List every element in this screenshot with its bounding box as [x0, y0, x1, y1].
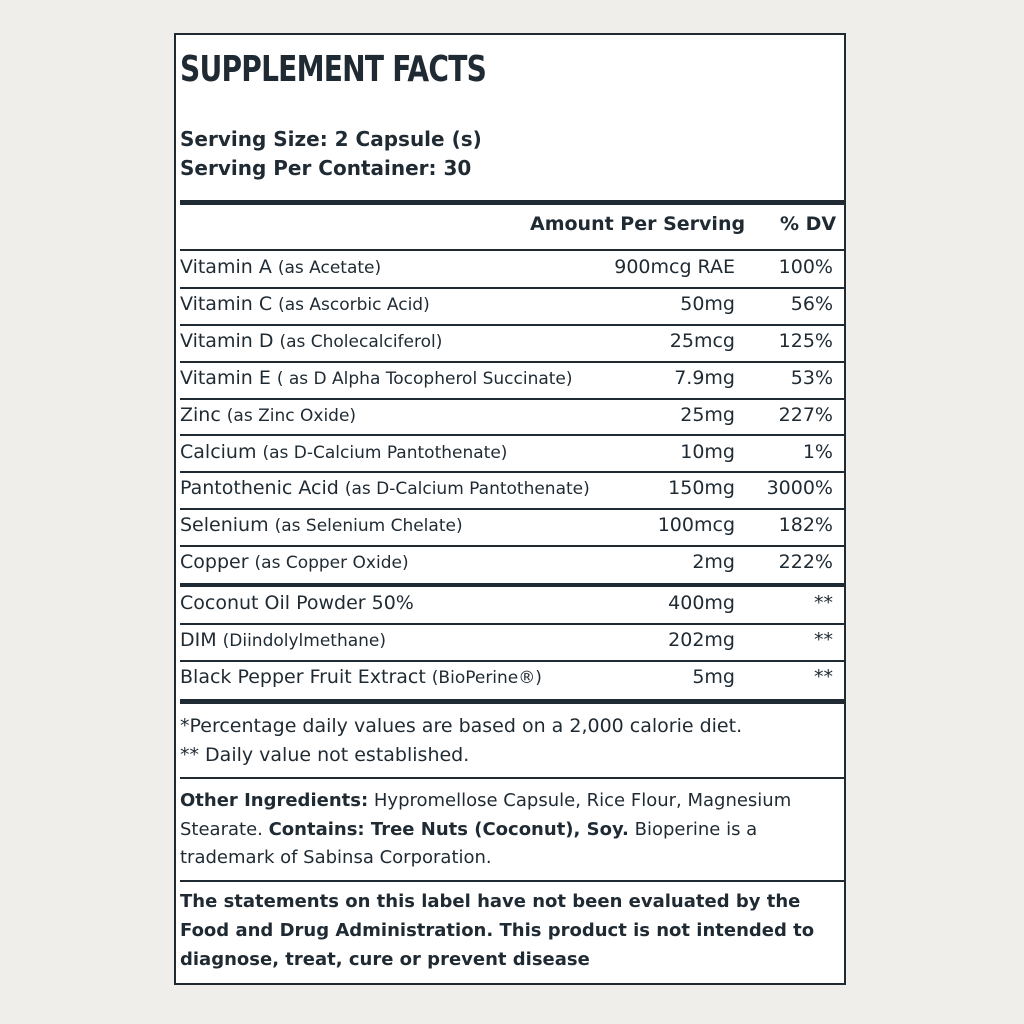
nutrient-row: [180, 252, 845, 289]
nutrient-row: [180, 588, 845, 625]
nutrient-dv: 3000%: [766, 477, 833, 500]
nutrient-amount: 7.9mg: [674, 366, 735, 389]
nutrient-row: [180, 473, 845, 510]
nutrient-name: Calcium: [180, 440, 257, 463]
nutrient-source: (as Zinc Oxide): [226, 405, 357, 426]
nutrient-name: Black Pepper Fruit Extract: [180, 666, 426, 688]
serving-size: Serving Size: 2 Capsule (s): [180, 127, 482, 151]
nutrient-name-cell: [180, 629, 386, 651]
nutrient-source: (as D-Calcium Pantothenate): [344, 479, 590, 500]
nutrient-source: (as D-Calcium Pantothenate): [262, 442, 508, 463]
nutrient-name-cell: [180, 330, 442, 352]
nutrient-amount: 2mg: [692, 551, 735, 574]
footnote-percent-dv: *Percentage daily values are based on a 2,000 calorie diet.: [180, 715, 743, 737]
nutrient-row: [180, 662, 845, 699]
trademark-text: Bioperine is a trademark of Sabinsa Corporation.: [180, 818, 758, 868]
nutrient-amount: 400mg: [668, 592, 735, 614]
nutrient-source: (as Copper Oxide): [254, 553, 409, 574]
header-divider: [180, 200, 845, 205]
nutrient-amount: 100mcg: [657, 514, 735, 537]
nutrient-name-cell: [180, 404, 356, 426]
nutrient-dv: 125%: [778, 329, 833, 352]
other-ingredients-text: Hypromellose Capsule, Rice Flour, Magnesium Stearate.: [180, 790, 792, 840]
nutrient-source: (Diindolylmethane): [222, 631, 387, 651]
nutrient-name-cell: [180, 477, 590, 499]
nutrient-name-cell: [180, 256, 381, 278]
footnote-not-established: ** Daily value not established.: [180, 744, 470, 766]
nutrient-name-cell: [180, 441, 507, 463]
nutrient-amount: 25mcg: [669, 329, 735, 352]
other-ingredients-label: Other Ingredients:: [180, 790, 369, 811]
nutrient-dv: 182%: [778, 514, 833, 537]
label-title: SUPPLEMENT FACTS: [180, 49, 487, 90]
nutrient-name-cell: [180, 551, 409, 573]
servings-per-container: Serving Per Container: 30: [180, 156, 472, 180]
nutrient-source: ( as D Alpha Tocopherol Succinate): [276, 368, 573, 389]
nutrient-row: [180, 363, 845, 400]
nutrient-name: Coconut Oil Powder 50%: [180, 592, 414, 614]
disclaimer-divider: [180, 880, 845, 882]
footnote-divider: [180, 777, 845, 779]
nutrient-row: [180, 625, 845, 662]
nutrient-name: Vitamin E: [180, 366, 271, 389]
nutrient-amount: 150mg: [668, 477, 735, 500]
amount-per-serving-header: Amount Per Serving: [530, 213, 746, 235]
nutrient-amount: 25mg: [680, 403, 735, 426]
nutrient-name: Vitamin D: [180, 329, 274, 352]
nutrient-amount: 50mg: [680, 292, 735, 315]
column-header-divider: [180, 249, 845, 251]
nutrient-dv: 222%: [778, 551, 833, 574]
nutrient-amount: 5mg: [692, 666, 735, 688]
nutrient-name: Pantothenic Acid: [180, 477, 339, 500]
nutrient-dv: 227%: [778, 403, 833, 426]
nutrient-row: [180, 326, 845, 363]
table-bottom-divider: [180, 699, 845, 704]
nutrient-name: Vitamin C: [180, 292, 273, 315]
fda-disclaimer: The statements on this label have not been evaluated by the Food and Drug Administration. This product is not intended to diagnose, treat, cure or prevent disease: [180, 891, 815, 970]
nutrient-source: (as Selenium Chelate): [274, 516, 463, 537]
nutrient-source: (BioPerine®): [431, 668, 542, 688]
nutrient-name-cell: [180, 367, 573, 389]
nutrient-row: [180, 289, 845, 326]
nutrient-dv: 1%: [802, 440, 833, 463]
nutrient-name: DIM: [180, 629, 217, 651]
nutrient-name-cell: [180, 592, 414, 614]
nutrient-name: Zinc: [180, 403, 221, 426]
nutrient-dv: **: [814, 592, 833, 614]
nutrient-name: Vitamin A: [180, 256, 272, 278]
nutrient-name: Copper: [180, 551, 249, 574]
other-ingredients-paragraph: [180, 787, 848, 873]
nutrient-name-cell: [180, 293, 430, 315]
dv-header: % DV: [780, 213, 837, 235]
nutrient-dv: 56%: [790, 292, 833, 315]
allergen-contains: Contains: Tree Nuts (Coconut), Soy.: [268, 818, 629, 840]
nutrient-row: [180, 400, 845, 437]
nutrient-row: [180, 510, 845, 547]
nutrient-amount: 900mcg RAE: [614, 256, 735, 278]
nutrient-dv: **: [814, 666, 833, 688]
nutrient-dv: **: [814, 629, 833, 651]
nutrient-amount: 10mg: [680, 440, 735, 463]
nutrient-name-cell: [180, 666, 542, 688]
nutrient-name-cell: [180, 514, 463, 536]
supplement-facts-panel: [174, 33, 846, 985]
nutrient-source: (as Acetate): [277, 258, 382, 278]
nutrient-row: [180, 437, 845, 474]
nutrient-amount: 202mg: [668, 629, 735, 651]
nutrient-source: (as Cholecalciferol): [279, 331, 443, 352]
section-divider: [180, 583, 845, 587]
nutrient-name: Selenium: [180, 514, 269, 537]
nutrient-row: [180, 547, 845, 584]
nutrient-dv: 53%: [790, 366, 833, 389]
nutrient-dv: 100%: [778, 256, 833, 278]
nutrient-source: (as Ascorbic Acid): [278, 294, 430, 315]
